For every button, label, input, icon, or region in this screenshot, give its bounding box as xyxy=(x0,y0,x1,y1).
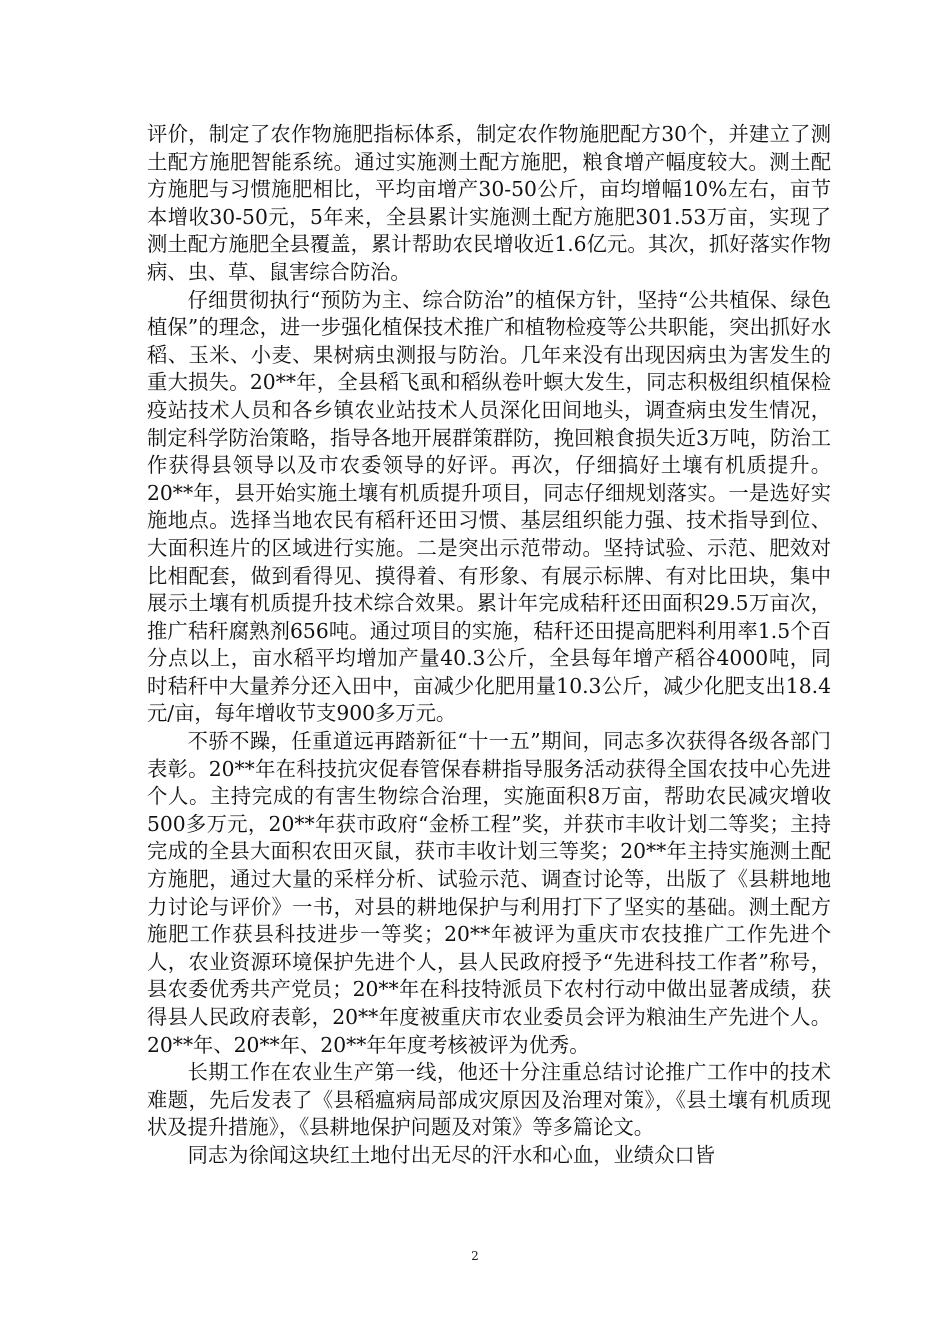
document-body xyxy=(147,121,831,1170)
paragraph-3: 不骄不躁，任重道远再踏新征“十一五”期间，同志多次获得各级各部门表彰。20**年在科技抗灾促春管保春耕指导服务活动获得全国农技中心先进个人。主持完成的有害生物综合治理，实施面积8万亩，帮助农民减灾增收500多万元，20**年获市政府“金桥工程”奖，并获市丰收计划二等奖；主持完成的全县大面积农田灭鼠，获市丰收计划三等奖；20**年主持实施测土配方施肥，通过大量的采样分析、试验示范、调查讨论等，出版了《县耕地地力讨论与评价》一书，对县的耕地保护与利用打下了坚实的基础。测土配方施肥工作获县科技进步一等奖；20**年被评为重庆市农技推广工作先进个人，农业资源环境保护先进个人，县人民政府授予“先进科技工作者”称号，县农委优秀共产党员；20**年在科技特派员下农村行动中做出显著成绩，获得县人民政府表彰，20**年度被重庆市农业委员会评为粮油生产先进个人。20**年、20**年、20**年年度考核被评为优秀。 xyxy=(147,729,831,1057)
paragraph-5: 同志为徐闻这块红土地付出无尽的汗水和心血，业绩众口皆 xyxy=(187,1142,715,1167)
paragraph-2: 仔细贯彻执行“预防为主、综合防治”的植保方针，坚持“公共植保、绿色植保”的理念，进一步强化植保技术推广和植物检疫等公共职能，突出抓好水稻、玉米、小麦、果树病虫测报与防治。几年来没有出现因病虫为害发生的重大损失。20**年，全县稻飞虱和稻纵卷叶螟大发生，同志积极组织植保检疫站技术人员和各乡镇农业站技术人员深化田间地头，调查病虫发生情况，制定科学防治策略，指导各地开展群策群防，挽回粮食损失近3万吨，防治工作获得县领导以及市农委领导的好评。再次，仔细搞好土壤有机质提升。20**年，县开始实施土壤有机质提升项目，同志仔细规划落实。一是选好实施地点。选择当地农民有稻秆还田习惯、基层组织能力强、技术指导到位、大面积连片的区域进行实施。二是突出示范带动。坚持试验、示范、肥效对比相配套，做到看得见、摸得着、有形象、有展示标牌、有对比田块，集中展示土壤有机质提升技术综合效果。累计年完成秸秆还田面积29.5万亩次，推广秸秆腐熟剂656吨。通过项目的实施，秸秆还田提高肥料利用率1.5个百分点以上，亩水稻平均增加产量40.3公斤，全县每年增产稻谷4000吨，同时秸秆中大量养分还入田中，亩减少化肥用量10.3公斤，减少化肥支出18.4元/亩，每年增收节支900多万元。 xyxy=(147,287,831,726)
paragraph-4: 长期工作在农业生产第一线，他还十分注重总结讨论推广工作中的技术难题，先后发表了《县稻瘟病局部成灾原因及治理对策》，《县土壤有机质现状及提升措施》，《县耕地保护问题及对策》等多篇论文。 xyxy=(147,1060,831,1140)
page-number: 2 xyxy=(471,1249,479,1263)
paragraph-1: 评价，制定了农作物施肥指标体系，制定农作物施肥配方30个，并建立了测土配方施肥智能系统。通过实施测土配方施肥，粮食增产幅度较大。测土配方施肥与习惯施肥相比，平均亩增产30-50公斤，亩均增幅10%左右，亩节本增收30-50元，5年来，全县累计实施测土配方施肥301.53万亩，实现了测土配方施肥全县覆盖，累计帮助农民增收近1.6亿元。其次，抓好落实作物病、虫、草、鼠害综合防治。 xyxy=(147,122,831,284)
